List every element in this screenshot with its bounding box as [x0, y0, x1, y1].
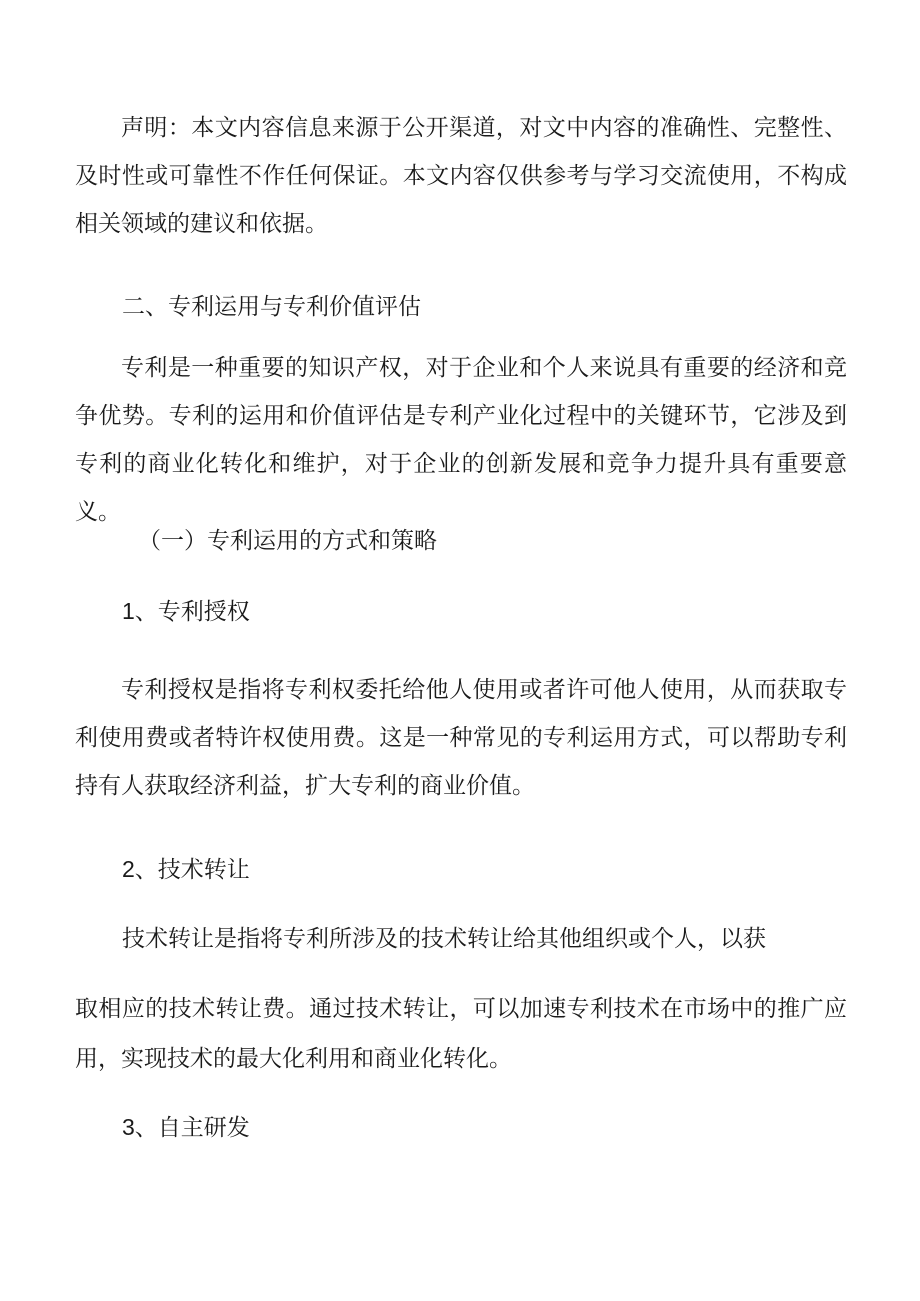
item-3-heading	[122, 1112, 250, 1143]
item-2-body-rest: 取相应的技术转让费。通过技术转让，可以加速专利技术在市场中的推广应用，实现技术的最大化利用和商业化转化。	[75, 996, 847, 1072]
disclaimer-paragraph: 声明：本文内容信息来源于公开渠道，对文中内容的准确性、完整性、及时性或可靠性不作任何保证。本文内容仅供参考与学习交流使用，不构成相关领域的建议和依据。	[75, 115, 847, 237]
item-1-separator: 、	[134, 599, 158, 625]
item-2-separator: 、	[134, 857, 158, 883]
item-3-separator: 、	[134, 1115, 158, 1141]
item-3-number: 3	[122, 1114, 135, 1140]
intro-paragraph: 专利是一种重要的知识产权，对于企业和个人来说具有重要的经济和竞争优势。专利的运用和价值评估是专利产业化过程中的关键环节，它涉及到专利的商业化转化和维护，对于企业的创新发展和竞争力提升具有重要意义。	[75, 355, 847, 525]
item-2-body-line-1: 技术转让是指将专利所涉及的技术转让给其他组织或个人，以获	[122, 926, 766, 952]
section-heading: 二、专利运用与专利价值评估	[122, 294, 421, 320]
subsection-heading: （一）专利运用的方式和策略	[138, 528, 437, 554]
item-2-heading	[122, 854, 250, 885]
item-1-body: 专利授权是指将专利权委托给他人使用或者许可他人使用，从而获取专利使用费或者特许权使用费。这是一种常见的专利运用方式，可以帮助专利持有人获取经济利益，扩大专利的商业价值。	[75, 677, 847, 799]
item-2-title: 技术转让	[157, 857, 250, 883]
item-1-number: 1	[122, 598, 135, 624]
item-1-heading	[122, 596, 250, 627]
item-3-title: 自主研发	[157, 1115, 250, 1141]
item-2-number: 2	[122, 856, 135, 882]
item-1-title: 专利授权	[157, 599, 250, 625]
